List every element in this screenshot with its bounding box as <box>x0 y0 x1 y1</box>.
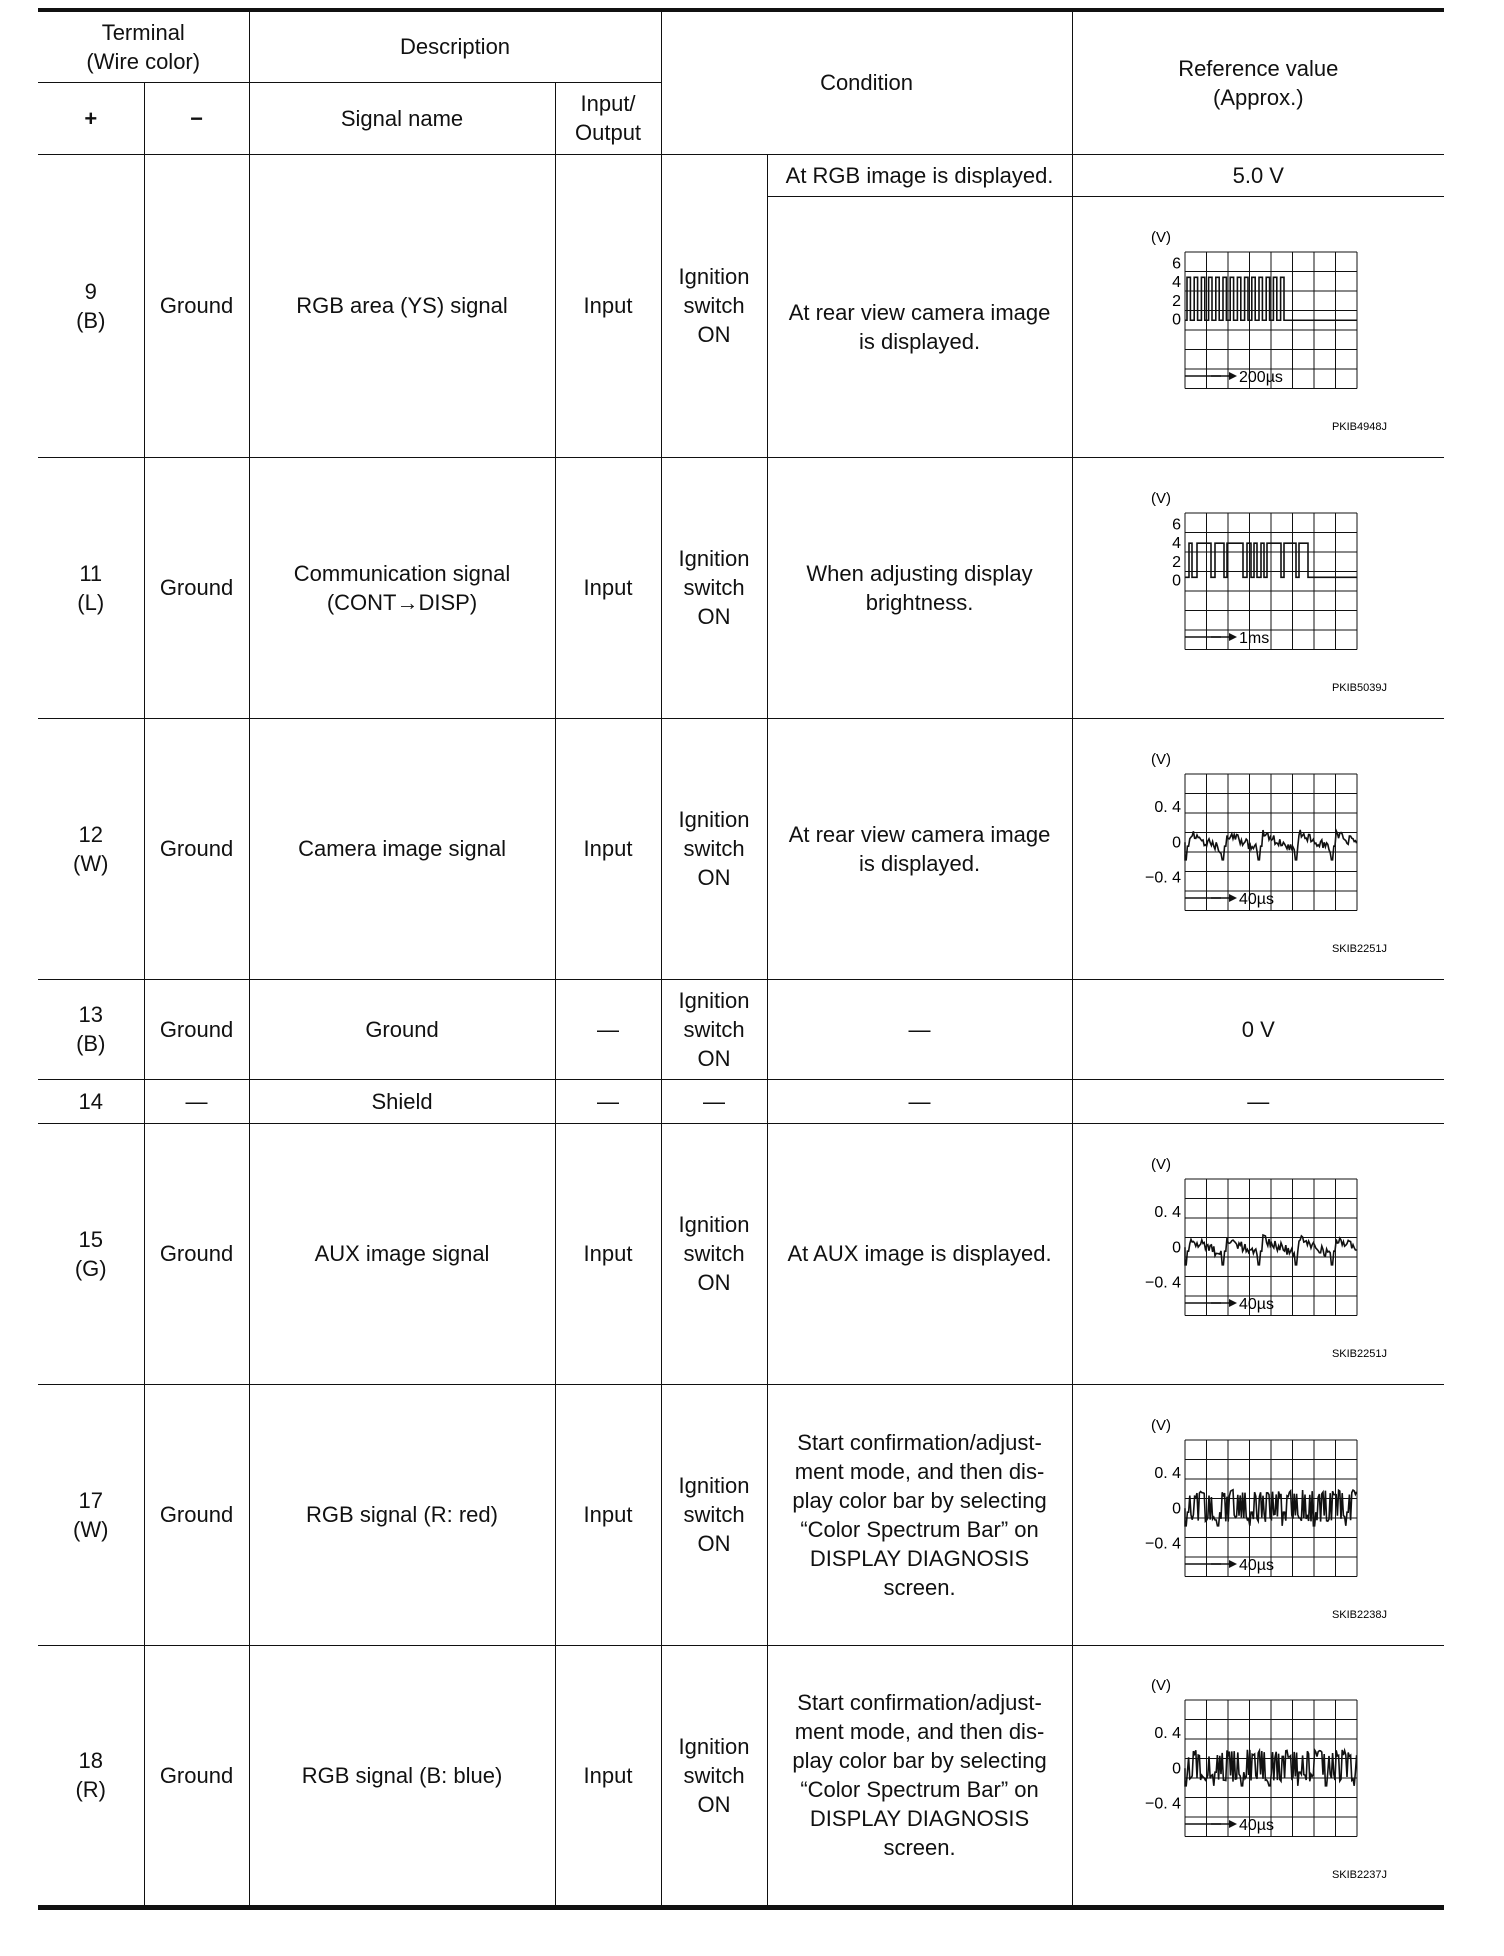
waveform-figure <box>1081 1149 1437 1359</box>
wave-y-label: −0. 4 <box>1145 1795 1182 1813</box>
header-plus: + <box>38 82 144 154</box>
terminal-number: 12 (W) <box>38 718 144 979</box>
signal-name: Ground <box>249 979 555 1079</box>
figure-code: SKIB2237J <box>1332 1869 1388 1880</box>
wave-y-label: 6 <box>1172 516 1182 534</box>
wave-y-label: 0 <box>1172 1499 1182 1517</box>
signal-name: RGB area (YS) signal <box>249 154 555 457</box>
waveform-figure <box>1081 483 1437 693</box>
terminal-minus: — <box>144 1079 249 1123</box>
terminal-reference-table <box>38 8 1444 1910</box>
time-scale-marker <box>1185 633 1237 641</box>
terminal-minus: Ground <box>144 457 249 718</box>
waveform-cell <box>1072 1123 1444 1384</box>
header-signal-name: Signal name <box>249 82 555 154</box>
ignition-switch-state: Ignition switch ON <box>661 718 767 979</box>
terminal-number: 13 (B) <box>38 979 144 1079</box>
wave-unit-label: (V) <box>1151 489 1172 507</box>
wave-y-label: −0. 4 <box>1145 1273 1182 1291</box>
terminal-number: 18 (R) <box>38 1645 144 1907</box>
time-scale-label: 1ms <box>1239 629 1270 647</box>
wave-unit-label: (V) <box>1151 1155 1172 1173</box>
condition: Start confirmation/adjust- ment mode, and then dis- play color bar by selecting “Color Spectrum Bar” on DISPLAY DIAGNOSIS screen. <box>767 1384 1072 1645</box>
header-reference-value: Reference value (Approx.) <box>1072 10 1444 154</box>
input-output: Input <box>555 1645 661 1907</box>
table-row <box>38 457 1444 718</box>
terminal-number: 11 (L) <box>38 457 144 718</box>
figure-code: PKIB5039J <box>1332 681 1388 693</box>
table-row <box>38 1123 1444 1384</box>
input-output: Input <box>555 718 661 979</box>
wave-y-label: 0 <box>1172 833 1182 851</box>
header-condition: Condition <box>661 10 1072 154</box>
table-row <box>38 1079 1444 1123</box>
reference-value: 5.0 V <box>1072 154 1444 196</box>
figure-code: SKIB2251J <box>1332 1347 1388 1359</box>
ignition-switch-state: Ignition switch ON <box>661 1384 767 1645</box>
terminal-number: 15 (G) <box>38 1123 144 1384</box>
waveform-figure <box>1081 744 1437 954</box>
wave-y-label: −0. 4 <box>1145 868 1182 886</box>
oscilloscope-waveform <box>1125 222 1391 432</box>
terminal-number: 14 <box>38 1079 144 1123</box>
oscilloscope-waveform <box>1125 483 1391 693</box>
wave-y-label: 0 <box>1172 1760 1182 1778</box>
terminal-minus: Ground <box>144 718 249 979</box>
wave-y-label: 2 <box>1172 292 1182 310</box>
condition: At rear view camera image is displayed. <box>767 196 1072 457</box>
header-terminal: Terminal (Wire color) <box>38 10 249 82</box>
wave-y-label: 0. 4 <box>1154 798 1182 816</box>
wave-y-label: 6 <box>1172 255 1182 273</box>
signal-name: Communication signal (CONT→DISP) <box>249 457 555 718</box>
input-output: — <box>555 1079 661 1123</box>
waveform-cell <box>1072 1384 1444 1645</box>
wave-y-label: 0 <box>1172 310 1182 328</box>
terminal-minus: Ground <box>144 1384 249 1645</box>
terminal-minus: Ground <box>144 1645 249 1907</box>
time-scale-marker <box>1185 1299 1237 1307</box>
waveform-cell <box>1072 1645 1444 1907</box>
signal-name: Camera image signal <box>249 718 555 979</box>
terminal-number: 17 (W) <box>38 1384 144 1645</box>
terminal-minus: Ground <box>144 979 249 1079</box>
signal-name: AUX image signal <box>249 1123 555 1384</box>
wave-y-label: 0 <box>1172 1238 1182 1256</box>
terminal-minus: Ground <box>144 1123 249 1384</box>
wave-unit-label: (V) <box>1151 1677 1172 1694</box>
condition: When adjusting display brightness. <box>767 457 1072 718</box>
input-output: — <box>555 979 661 1079</box>
waveform-figure <box>1081 1410 1437 1620</box>
wave-unit-label: (V) <box>1151 750 1172 768</box>
terminal-minus: Ground <box>144 154 249 457</box>
waveform-cell <box>1072 718 1444 979</box>
waveform-cell <box>1072 196 1444 457</box>
time-scale-marker <box>1185 372 1237 380</box>
wave-y-label: 0. 4 <box>1154 1203 1182 1221</box>
input-output: Input <box>555 457 661 718</box>
input-output: Input <box>555 154 661 457</box>
wave-y-label: 0. 4 <box>1154 1464 1182 1482</box>
waveform-cell <box>1072 457 1444 718</box>
wave-unit-label: (V) <box>1151 228 1172 246</box>
condition: — <box>767 979 1072 1079</box>
condition: At AUX image is displayed. <box>767 1123 1072 1384</box>
figure-code: SKIB2238J <box>1332 1608 1388 1620</box>
waveform-figure <box>1081 1670 1437 1880</box>
ignition-switch-state: Ignition switch ON <box>661 1645 767 1907</box>
time-scale-marker <box>1185 1560 1237 1568</box>
table-row <box>38 718 1444 979</box>
condition: At RGB image is displayed. <box>767 154 1072 196</box>
wave-y-label: 4 <box>1172 273 1182 291</box>
table-row <box>38 1645 1444 1907</box>
signal-name: Shield <box>249 1079 555 1123</box>
reference-value: 0 V <box>1072 979 1444 1079</box>
oscilloscope-waveform <box>1125 1670 1391 1880</box>
time-scale-label: 40µs <box>1239 1295 1275 1313</box>
time-scale-label: 40µs <box>1239 1817 1275 1834</box>
terminal-number: 9 (B) <box>38 154 144 457</box>
condition: Start confirmation/adjust- ment mode, and then dis- play color bar by selecting “Color Spectrum Bar” on DISPLAY DIAGNOSIS screen. <box>767 1645 1072 1907</box>
table-row <box>38 1384 1444 1645</box>
time-scale-label: 40µs <box>1239 890 1275 908</box>
table-row <box>38 979 1444 1079</box>
ignition-switch-state: Ignition switch ON <box>661 154 767 457</box>
time-scale-label: 40µs <box>1239 1556 1275 1574</box>
oscilloscope-waveform <box>1125 1149 1391 1359</box>
figure-code: SKIB2251J <box>1332 942 1388 954</box>
signal-name: RGB signal (R: red) <box>249 1384 555 1645</box>
oscilloscope-waveform <box>1125 744 1391 954</box>
time-scale-marker <box>1185 1820 1237 1828</box>
header-input-output: Input/ Output <box>555 82 661 154</box>
header-description: Description <box>249 10 661 82</box>
condition: At rear view camera image is displayed. <box>767 718 1072 979</box>
figure-code: PKIB4948J <box>1332 420 1388 432</box>
wave-y-label: 2 <box>1172 553 1182 571</box>
signal-name: RGB signal (B: blue) <box>249 1645 555 1907</box>
wave-y-label: 0. 4 <box>1154 1725 1182 1743</box>
reference-value: — <box>1072 1079 1444 1123</box>
wave-y-label: −0. 4 <box>1145 1534 1182 1552</box>
ignition-switch-state: Ignition switch ON <box>661 457 767 718</box>
wave-unit-label: (V) <box>1151 1416 1172 1434</box>
wave-y-label: 4 <box>1172 534 1182 552</box>
time-scale-marker <box>1185 894 1237 902</box>
time-scale-label: 200µs <box>1239 368 1284 386</box>
oscilloscope-waveform <box>1125 1410 1391 1620</box>
wave-y-label: 0 <box>1172 571 1182 589</box>
header-minus: − <box>144 82 249 154</box>
condition: — <box>767 1079 1072 1123</box>
ignition-switch-state: Ignition switch ON <box>661 979 767 1079</box>
waveform-figure <box>1081 222 1437 432</box>
ignition-switch-state: Ignition switch ON <box>661 1123 767 1384</box>
table-row <box>38 154 1444 196</box>
input-output: Input <box>555 1123 661 1384</box>
input-output: Input <box>555 1384 661 1645</box>
ignition-switch-state: — <box>661 1079 767 1123</box>
